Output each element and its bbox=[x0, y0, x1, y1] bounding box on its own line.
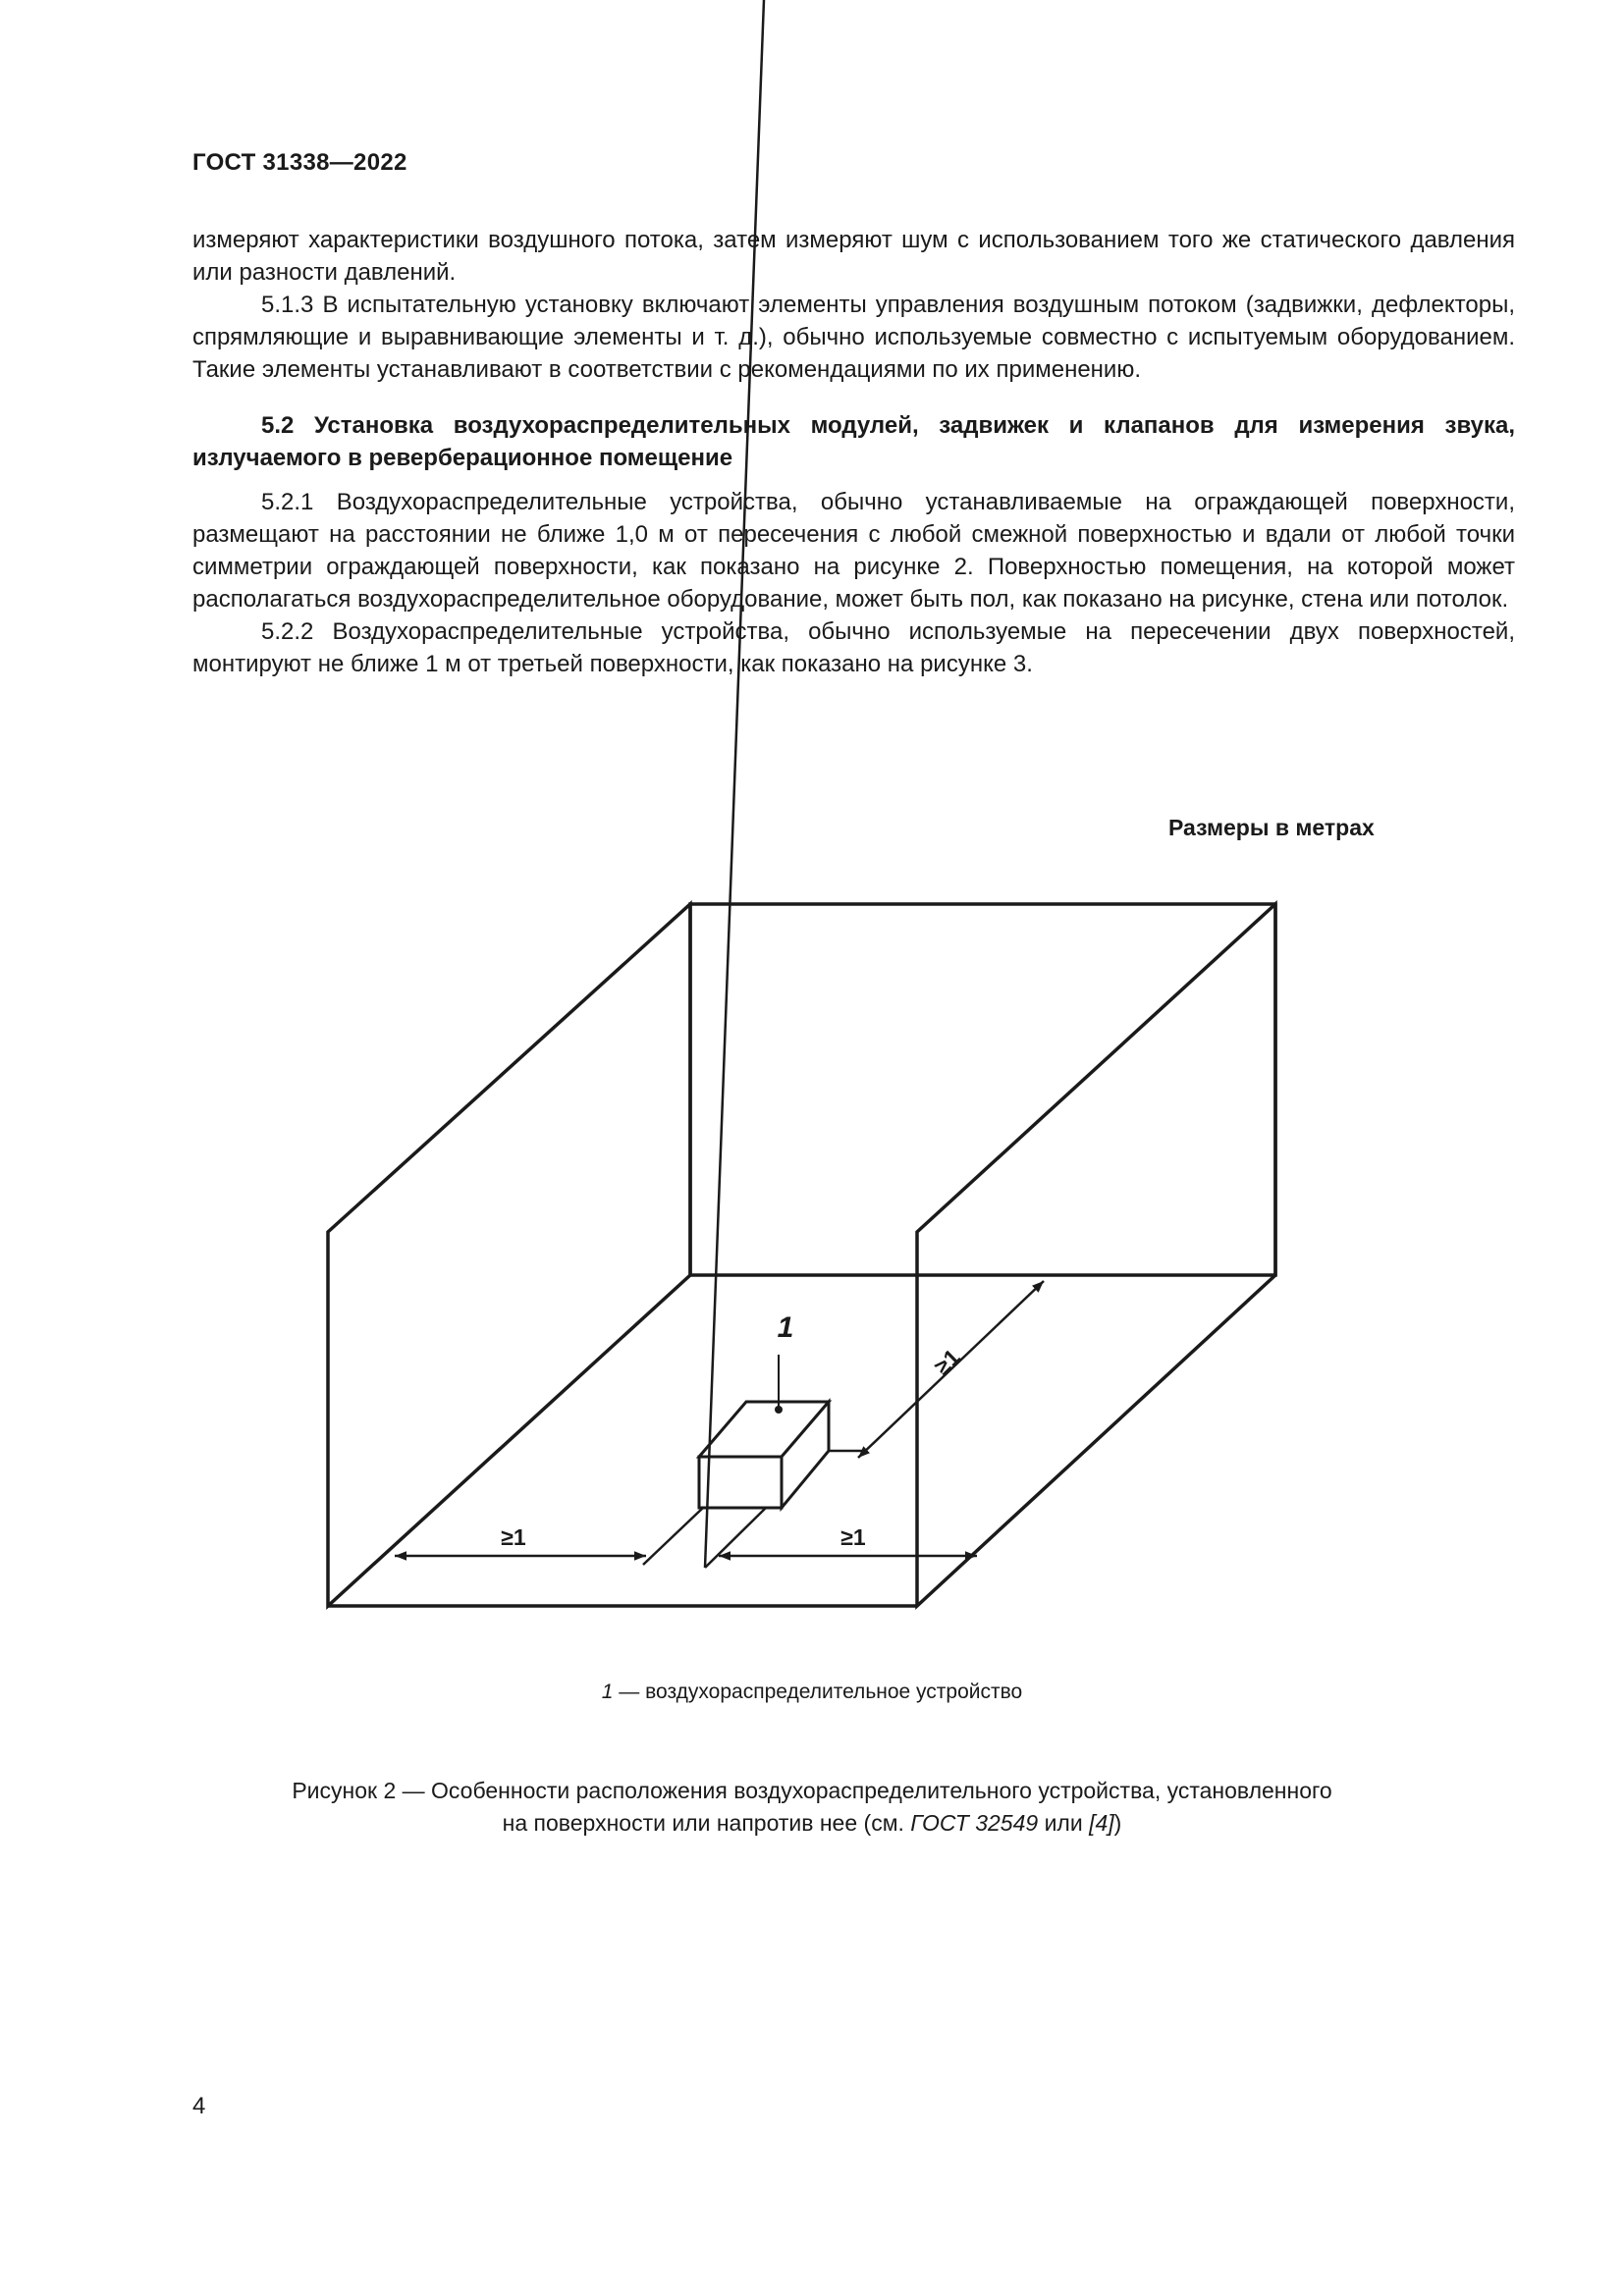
dimensions-note: Размеры в метрах bbox=[1168, 815, 1375, 840]
caption-ref-4: [4] bbox=[1089, 1810, 1114, 1836]
section-heading-5-2: 5.2 Установка воздухораспределительных модулей, задвижек и клапанов для измерения звука, излучаемого в реверберационное помещение bbox=[192, 412, 1515, 471]
extension-line-front bbox=[643, 1508, 703, 1565]
figure-caption bbox=[0, 1775, 1624, 1840]
figure-legend bbox=[0, 1681, 1624, 1704]
item-label-1: 1 bbox=[777, 1311, 794, 1344]
caption-part-b: или bbox=[1038, 1810, 1090, 1836]
dimension-label-back: ≥1 bbox=[929, 1344, 965, 1380]
page-number: 4 bbox=[192, 2093, 206, 2119]
legend-text: — воздухораспределительное устройство bbox=[613, 1681, 1023, 1703]
back-wall bbox=[690, 904, 1275, 1275]
caption-line-1: Рисунок 2 — Особенности расположения воздухораспределительного устройства, установленного bbox=[292, 1778, 1332, 1803]
caption-line-2 bbox=[0, 1807, 1624, 1840]
paragraph-5-2-2: 5.2.2 Воздухораспределительные устройства, обычно используемые на пересечении двух поверхностей, монтируют не ближе 1 м от третьей поверхности, как показано на рисунке 3. bbox=[192, 618, 1515, 677]
caption-ref-gost: ГОСТ 32549 bbox=[910, 1810, 1039, 1836]
legend-number: 1 bbox=[601, 1681, 614, 1703]
dimension-label-left: ≥1 bbox=[501, 1524, 526, 1550]
right-wall bbox=[917, 904, 1275, 1606]
device-box bbox=[699, 1402, 829, 1508]
extension-line-center2 bbox=[705, 1508, 766, 1568]
paragraph-5-2-1: 5.2.1 Воздухораспределительные устройства, обычно устанавливаемые на ограждающей поверхности, размещают на расстоянии не ближе 1,0 м от пересечения с любой смежной поверхностью и вдали от любой точки симметрии ограждающей поверхности, как показано на рисунке 2. Поверхностью помещения, на которой может располагаться воздухораспределительное оборудование, может быть пол, как показано на рисунке, стена или потолок. bbox=[192, 489, 1515, 613]
caption-part-a: на поверхности или напротив нее (см. bbox=[502, 1810, 911, 1836]
leader-dot bbox=[775, 1406, 783, 1414]
extension-line-center bbox=[705, 0, 764, 1568]
document-header: ГОСТ 31338—2022 bbox=[192, 149, 407, 176]
paragraph-5-1-3: 5.1.3 В испытательную установку включают элементы управления воздушным потоком (задвижки, дефлекторы, спрямляющие и выравнивающие элементы и т. д.), обычно используемые совместно с испытуемым оборудованием. Такие элементы устанавливают в соответствии с рекомендациями по их применению. bbox=[192, 292, 1515, 383]
left-wall bbox=[328, 904, 690, 1606]
paragraph-continuation: измеряют характеристики воздушного потока, затем измеряют шум с использованием того же статического давления или разности давлений. bbox=[192, 227, 1515, 286]
caption-part-c: ) bbox=[1113, 1810, 1122, 1836]
dimension-label-right: ≥1 bbox=[840, 1524, 866, 1550]
